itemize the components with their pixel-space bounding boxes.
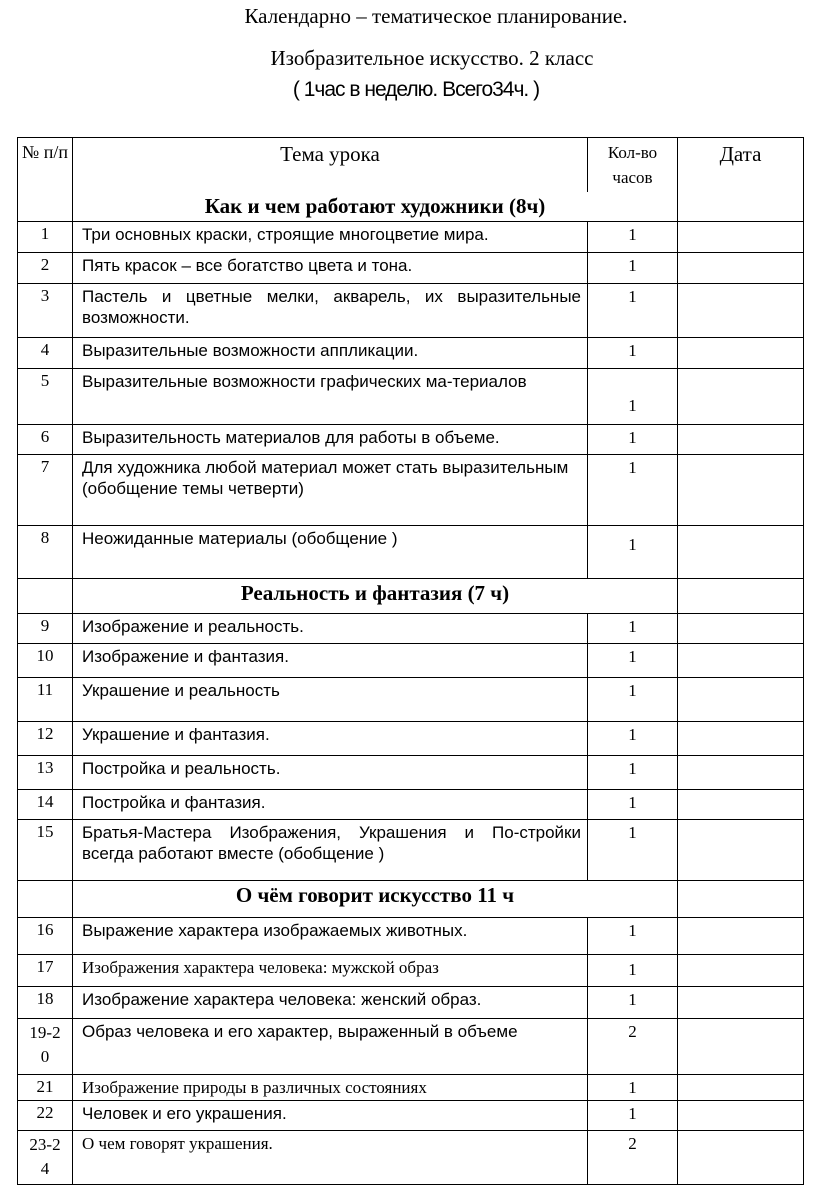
lesson-topic: Выразительность материалов для работы в объеме. (73, 425, 588, 455)
lesson-topic: Образ человека и его характер, выраженный в объеме (73, 1019, 588, 1075)
lesson-number: 2 (18, 253, 73, 284)
lesson-number: 4 (18, 338, 73, 369)
table-row (18, 222, 804, 253)
lesson-date[interactable] (678, 644, 804, 678)
section-row (18, 192, 804, 222)
table-row (18, 820, 804, 881)
lesson-number: 19-20 (18, 1019, 73, 1075)
lesson-topic: Выразительные возможности аппликации. (73, 338, 588, 369)
lesson-number: 6 (18, 425, 73, 455)
lesson-number: 10 (18, 644, 73, 678)
lesson-hours: 1 (588, 455, 678, 526)
table-row (18, 756, 804, 790)
lesson-date[interactable] (678, 425, 804, 455)
table-row (18, 614, 804, 644)
lesson-date[interactable] (678, 955, 804, 987)
lesson-hours: 1 (588, 678, 678, 722)
doc-title: Календарно – тематическое планирование. (244, 4, 628, 28)
lesson-topic: Изображение природы в различных состояниях (73, 1075, 588, 1101)
lesson-topic: Постройка и реальность. (73, 756, 588, 790)
section-date-cell (678, 192, 804, 222)
table-row (18, 918, 804, 955)
lesson-date[interactable] (678, 1075, 804, 1101)
lesson-topic: Изображение характера человека: женский образ. (73, 987, 588, 1019)
lesson-topic: Выражение характера изображаемых животных. (73, 918, 588, 955)
lesson-number: 14 (18, 790, 73, 820)
lesson-hours: 1 (588, 425, 678, 455)
lesson-number: 12 (18, 722, 73, 756)
header-num: № п/п (18, 138, 73, 192)
lesson-hours: 1 (588, 338, 678, 369)
lesson-hours: 2 (588, 1019, 678, 1075)
lesson-hours: 1 (588, 722, 678, 756)
lesson-topic: Братья-Мастера Изображения, Украшения и По-стройки всегда работают вместе (обобщение ) (73, 820, 588, 881)
section-num-cell (18, 579, 73, 614)
table-row (18, 955, 804, 987)
table-row (18, 1101, 804, 1131)
hours-summary: ( 1час в неделю. Всего34ч. ) (292, 78, 540, 101)
lesson-number: 5 (18, 369, 73, 425)
lesson-hours: 1 (588, 918, 678, 955)
lesson-hours: 1 (588, 253, 678, 284)
table-row (18, 425, 804, 455)
lesson-date[interactable] (678, 1019, 804, 1075)
lesson-number: 7 (18, 455, 73, 526)
lesson-hours: 1 (588, 955, 678, 987)
table-row (18, 644, 804, 678)
lesson-number: 8 (18, 526, 73, 579)
lesson-topic: Изображение и фантазия. (73, 644, 588, 678)
table-row (18, 678, 804, 722)
lesson-date[interactable] (678, 756, 804, 790)
lesson-hours: 1 (588, 644, 678, 678)
table-row (18, 987, 804, 1019)
lesson-number: 17 (18, 955, 73, 987)
lesson-hours: 1 (588, 222, 678, 253)
lesson-number: 16 (18, 918, 73, 955)
section-row (18, 881, 804, 918)
subject-title: Изобразительное искусство. 2 класс (270, 46, 594, 70)
lesson-date[interactable] (678, 284, 804, 338)
lesson-date[interactable] (678, 722, 804, 756)
lesson-topic: Человек и его украшения. (73, 1101, 588, 1131)
lesson-date[interactable] (678, 1131, 804, 1185)
lesson-number: 13 (18, 756, 73, 790)
lesson-date[interactable] (678, 455, 804, 526)
lesson-topic: Изображение и реальность. (73, 614, 588, 644)
lesson-topic: Украшение и фантазия. (73, 722, 588, 756)
lesson-number: 11 (18, 678, 73, 722)
lesson-number: 22 (18, 1101, 73, 1131)
lesson-date[interactable] (678, 338, 804, 369)
lesson-hours: 1 (588, 1075, 678, 1101)
lesson-number: 9 (18, 614, 73, 644)
table-row (18, 1075, 804, 1101)
table-row (18, 455, 804, 526)
lesson-date[interactable] (678, 369, 804, 425)
lesson-topic: Выразительные возможности графических ма-териалов (73, 369, 588, 425)
table-row (18, 369, 804, 425)
lesson-topic: Пять красок – все богатство цвета и тона. (73, 253, 588, 284)
header-row (18, 138, 804, 192)
lesson-number: 1 (18, 222, 73, 253)
table-row (18, 253, 804, 284)
header-topic: Тема урока (73, 138, 588, 192)
lesson-number: 15 (18, 820, 73, 881)
lesson-date[interactable] (678, 222, 804, 253)
table-row (18, 1131, 804, 1185)
section-date-cell (678, 579, 804, 614)
lesson-hours: 1 (588, 614, 678, 644)
section-date-cell (678, 881, 804, 918)
table-row (18, 1019, 804, 1075)
lesson-topic: О чем говорят украшения. (73, 1131, 588, 1185)
table-row (18, 790, 804, 820)
lesson-hours: 1 (588, 790, 678, 820)
lesson-topic: Для художника любой материал может стать выразительным (обобщение темы четверти) (73, 455, 588, 526)
lesson-date[interactable] (678, 820, 804, 881)
table-row (18, 338, 804, 369)
lesson-topic: Изображения характера человека: мужской образ (73, 955, 588, 987)
lesson-topic: Неожиданные материалы (обобщение ) (73, 526, 588, 579)
lesson-topic: Постройка и фантазия. (73, 790, 588, 820)
lesson-date[interactable] (678, 1101, 804, 1131)
lesson-number: 21 (18, 1075, 73, 1101)
lesson-date[interactable] (678, 526, 804, 579)
section-num-cell (18, 881, 73, 918)
table-row (18, 526, 804, 579)
table-row (18, 284, 804, 338)
lesson-plan-table (17, 137, 804, 1185)
lesson-number: 3 (18, 284, 73, 338)
section-row (18, 579, 804, 614)
lesson-date[interactable] (678, 918, 804, 955)
lesson-date[interactable] (678, 790, 804, 820)
lesson-hours: 1 (588, 1101, 678, 1131)
lesson-hours: 1 (588, 369, 678, 425)
lesson-hours: 1 (588, 987, 678, 1019)
lesson-topic: Пастель и цветные мелки, акварель, их выразительные возможности. (73, 284, 588, 338)
section-title: Реальность и фантазия (7 ч) (73, 579, 678, 614)
lesson-date[interactable] (678, 253, 804, 284)
lesson-hours: 1 (588, 820, 678, 881)
lesson-topic: Три основных краски, строящие многоцветие мира. (73, 222, 588, 253)
section-title: Как и чем работают художники (8ч) (73, 192, 678, 222)
lesson-hours: 1 (588, 526, 678, 579)
lesson-hours: 1 (588, 756, 678, 790)
lesson-number: 23-24 (18, 1131, 73, 1185)
section-num-cell (18, 192, 73, 222)
header-date: Дата (678, 138, 804, 192)
lesson-date[interactable] (678, 987, 804, 1019)
lesson-date[interactable] (678, 678, 804, 722)
lesson-date[interactable] (678, 614, 804, 644)
table-row (18, 722, 804, 756)
header-hours: Кол-во часов (588, 138, 678, 192)
lesson-hours: 2 (588, 1131, 678, 1185)
lesson-hours: 1 (588, 284, 678, 338)
lesson-topic: Украшение и реальность (73, 678, 588, 722)
section-title: О чём говорит искусство 11 ч (73, 881, 678, 918)
lesson-number: 18 (18, 987, 73, 1019)
